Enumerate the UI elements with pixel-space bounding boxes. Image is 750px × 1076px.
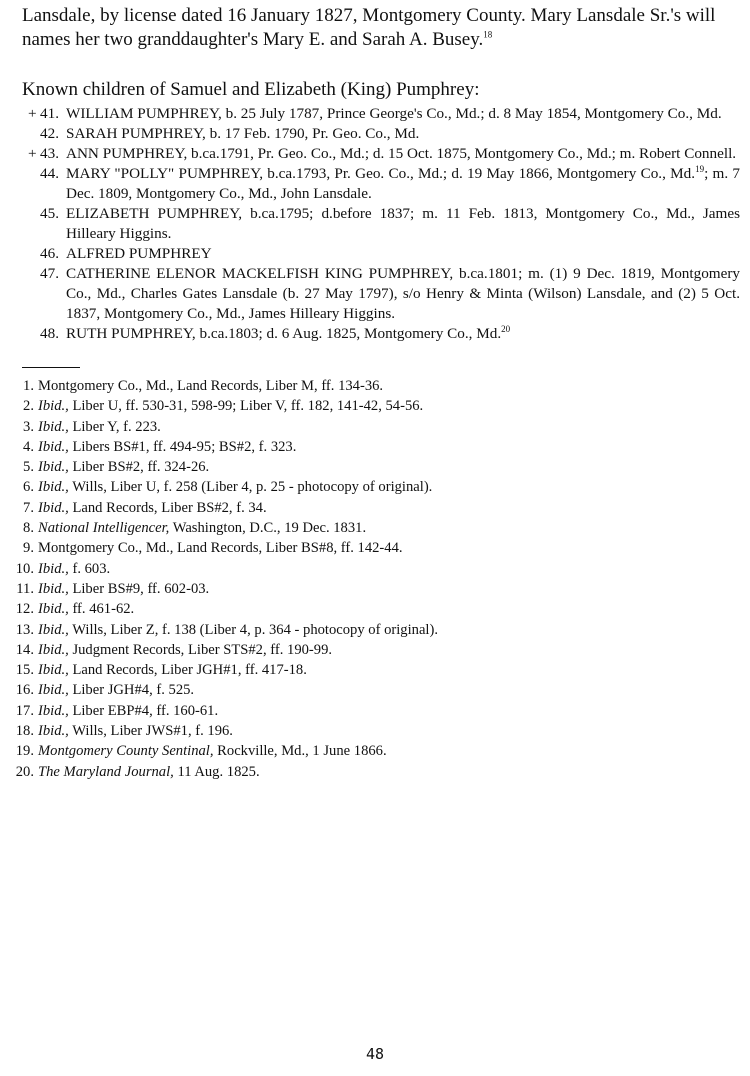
footnote-source-title: Ibid., (38, 398, 69, 415)
intro-text: Lansdale, by license dated 16 January 1827, Montgomery County. Mary Lansdale Sr.'s will names her two granddaughter's Mary E. and Sarah A. Busey. (22, 5, 716, 50)
entry-number: 42. (40, 125, 59, 142)
footnote-ref: 20 (501, 323, 511, 334)
footnote-number: 1. (23, 378, 34, 394)
footnote-source-title: Ibid., (38, 621, 69, 638)
footnote-number: 15. (15, 662, 34, 679)
footnote-number: 16. (15, 682, 34, 699)
footnote-number: 10. (15, 560, 34, 577)
descendant-marker: + (28, 105, 37, 122)
footnote-text: Liber Y, f. 223. (68, 418, 161, 435)
footnote-text: Judgment Records, Liber STS#2, ff. 190-99. (68, 641, 333, 658)
footnote-number: 6. (23, 479, 34, 496)
footnote-text: Liber BS#9, ff. 602-03. (68, 580, 210, 597)
footnote-text: Liber EBP#4, ff. 160-61. (68, 702, 219, 719)
footnote (14, 680, 734, 700)
entry-text: SARAH PUMPHREY, b. 17 Feb. 1790, Pr. Geo. Co., Md. (66, 125, 420, 142)
footnote-text: f. 603. (68, 560, 111, 577)
intro-paragraph (22, 4, 734, 52)
footnote-text: ff. 461-62. (68, 601, 135, 618)
footnote-source-title: Ibid., (38, 499, 69, 516)
footnote-ref: 18 (483, 29, 493, 40)
footnote (14, 437, 734, 457)
child-entry (28, 324, 740, 344)
footnote (14, 518, 734, 538)
footnote-text: Washington, D.C., 19 Dec. 1831. (169, 520, 367, 537)
footnote-text: Liber BS#2, ff. 324-26. (68, 459, 210, 476)
footnote (14, 721, 734, 741)
footnote-text: Montgomery Co., Md., Land Records, Liber BS#8, ff. 142-44. (38, 540, 403, 557)
footnote-text: Wills, Liber Z, f. 138 (Liber 4, p. 364 - photocopy of original). (68, 621, 438, 638)
footnote-source-title: Ibid., (38, 560, 69, 577)
child-entry (28, 124, 740, 144)
footnote-source-title: Ibid., (38, 682, 69, 699)
footnote-source-title: Ibid., (38, 418, 69, 435)
footnote-number: 19. (15, 743, 34, 760)
footnote (14, 457, 734, 477)
footnote (14, 599, 734, 619)
footnote-number: 4. (23, 438, 34, 455)
footnote-number: 20. (15, 763, 34, 780)
footnote (14, 762, 734, 782)
footnote (14, 396, 734, 416)
footnote-number: 17. (15, 702, 34, 719)
child-entry (28, 104, 740, 124)
footnote-text: Liber JGH#4, f. 525. (68, 682, 195, 699)
entry-number: 41. (40, 105, 59, 122)
entry-text: WILLIAM PUMPHREY, b. 25 July 1787, Prince George's Co., Md.; d. 8 May 1854, Montgomery Co., Md. (66, 105, 722, 122)
entry-number: 43. (40, 145, 59, 162)
footnote-text: Land Records, Liber JGH#1, ff. 417-18. (68, 662, 307, 679)
footnote (14, 376, 734, 396)
footnote-source-title: Ibid., (38, 702, 69, 719)
entry-text: ANN PUMPHREY, b.ca.1791, Pr. Geo. Co., Md.; d. 15 Oct. 1875, Montgomery Co., Md.; m. Robert Connell. (66, 145, 737, 162)
footnote-source-title: Ibid., (38, 459, 69, 476)
child-entry (28, 244, 740, 264)
footnote-number: 14. (15, 641, 34, 658)
children-list (28, 104, 740, 344)
footnotes (14, 376, 734, 782)
entry-number: 47. (40, 265, 59, 282)
footnote-text: Land Records, Liber BS#2, f. 34. (68, 499, 267, 516)
child-entry (28, 204, 740, 244)
footnote-text: Libers BS#1, ff. 494-95; BS#2, f. 323. (68, 438, 297, 455)
entry-text: CATHERINE ELENOR MACKELFISH KING PUMPHREY, b.ca.1801; m. (1) 9 Dec. 1819, Montgomery Co., Md., Charles Gates Lansdale (b. 27 May 1797), s/o Henry & Minta (Wilson) Lansdale, and (2) 5 Oct. 1837, Montgomery Co., Md., James Hilleary Higgins. (66, 265, 740, 322)
footnote (14, 741, 734, 761)
footnote-text: 11 Aug. 1825. (173, 763, 260, 780)
footnote-text: Liber U, ff. 530-31, 598-99; Liber V, ff. 182, 141-42, 54-56. (68, 398, 424, 415)
footnote-number: 7. (23, 499, 34, 516)
footnote-source-title: Ibid., (38, 723, 69, 740)
child-entry (28, 264, 740, 324)
entry-text: ELIZABETH PUMPHREY, b.ca.1795; d.before 1837; m. 11 Feb. 1813, Montgomery Co., Md., James Hilleary Higgins. (66, 205, 740, 242)
entry-number: 45. (40, 205, 59, 222)
footnote (14, 579, 734, 599)
entry-number: 46. (40, 245, 59, 262)
footnote-text: Montgomery Co., Md., Land Records, Liber M, ff. 134-36. (38, 378, 384, 394)
footnote (14, 701, 734, 721)
entry-number: 48. (40, 325, 59, 342)
footnote-divider (22, 367, 80, 368)
footnote-source-title: Ibid., (38, 641, 69, 658)
footnote-number: 3. (23, 418, 34, 435)
entry-text: MARY "POLLY" PUMPHREY, b.ca.1793, Pr. Geo. Co., Md.; d. 19 May 1866, Montgomery Co., Md. (66, 165, 696, 182)
footnote-ref: 19 (695, 163, 705, 174)
child-entry (28, 164, 740, 204)
entry-text: ALFRED PUMPHREY (66, 245, 212, 262)
footnote-number: 11. (16, 580, 34, 597)
child-entry (28, 144, 740, 164)
footnote-text: Rockville, Md., 1 June 1866. (213, 743, 387, 760)
descendant-marker: + (28, 145, 37, 162)
footnote-source-title: Ibid., (38, 479, 69, 496)
footnote-source-title: Montgomery County Sentinal, (38, 743, 214, 760)
footnote (14, 538, 734, 558)
footnote-text: Wills, Liber JWS#1, f. 196. (68, 723, 233, 740)
children-heading: Known children of Samuel and Elizabeth (King) Pumphrey: (22, 79, 480, 100)
footnote-number: 13. (15, 621, 34, 638)
entry-text: RUTH PUMPHREY, b.ca.1803; d. 6 Aug. 1825, Montgomery Co., Md. (66, 325, 502, 342)
page-number: 48 (365, 1045, 385, 1063)
footnote (14, 498, 734, 518)
footnote (14, 559, 734, 579)
footnote-number: 5. (23, 459, 34, 476)
footnote-number: 18. (15, 723, 34, 740)
footnote-source-title: Ibid., (38, 580, 69, 597)
footnote-number: 9. (23, 540, 34, 557)
footnote (14, 640, 734, 660)
footnote-source-title: The Maryland Journal, (38, 763, 174, 780)
footnote-source-title: Ibid., (38, 662, 69, 679)
footnote-number: 8. (23, 520, 34, 537)
footnote-number: 2. (23, 398, 34, 415)
footnote-source-title: Ibid., (38, 601, 69, 618)
footnote-text: Wills, Liber U, f. 258 (Liber 4, p. 25 - photocopy of original). (68, 479, 433, 496)
footnote-number: 12. (15, 601, 34, 618)
footnote (14, 417, 734, 437)
entry-text-continued: ; m. 7 Dec. 1809, Montgomery Co., Md., John Lansdale. (66, 165, 740, 202)
footnote-source-title: National Intelligencer, (38, 520, 170, 537)
footnote (14, 477, 734, 497)
entry-number: 44. (40, 165, 59, 182)
footnote (14, 620, 734, 640)
footnote-source-title: Ibid., (38, 438, 69, 455)
footnote (14, 660, 734, 680)
